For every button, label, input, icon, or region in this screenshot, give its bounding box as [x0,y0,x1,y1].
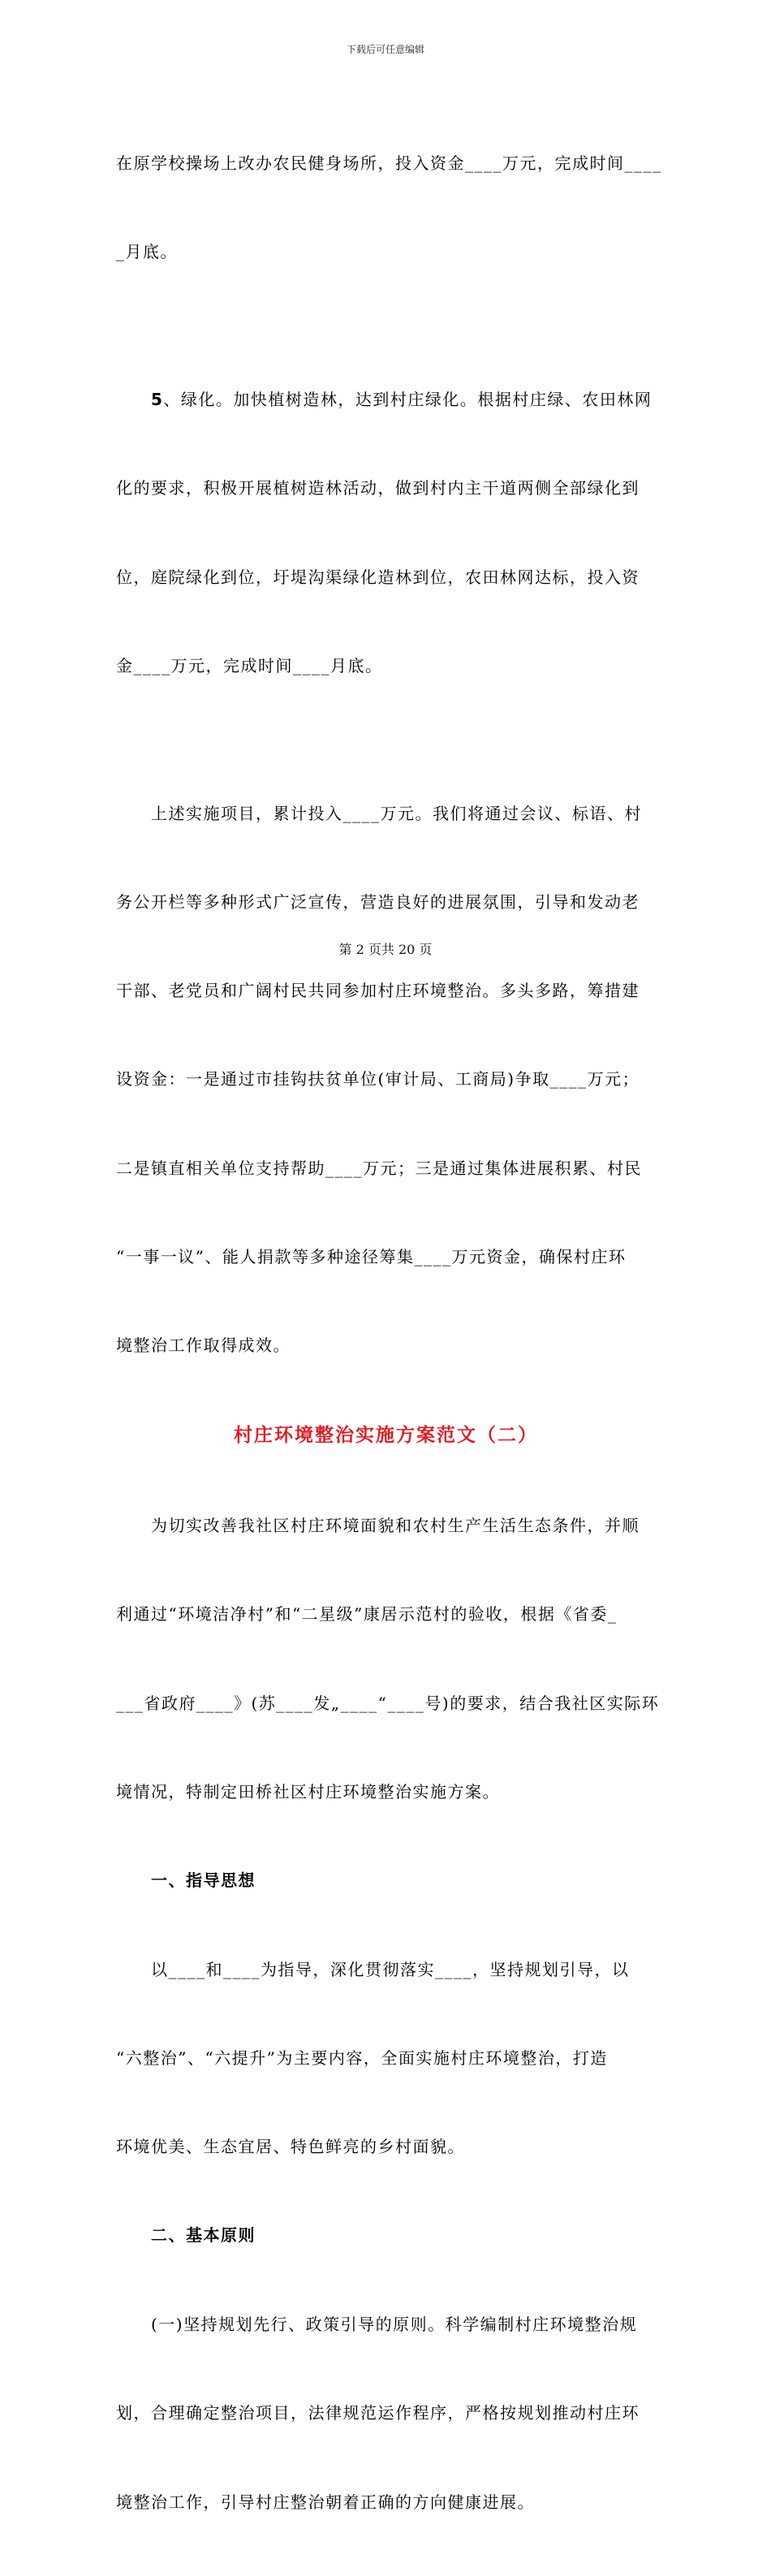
text-line: (一)坚持规划先行、政策引导的原则。科学编制村庄环境整治规 [151,2315,638,2335]
text-line: “六整治”、“六提升”为主要内容，全面实施村庄环境整治，打造 [116,2048,608,2068]
text-line: “一事一议”、能人捐款等多种途径筹集____万元资金，确保村庄环 [116,1246,627,1266]
text-fragment: 、绿化。加快植树造林，达到村庄绿化。根据村庄绿、农田林网 [163,390,653,410]
text-line: 干部、老党员和广阔村民共同参加村庄环境整治。多头多路，筹措建 [116,981,640,1001]
text-line: 境整治工作取得成效。 [116,1335,291,1356]
text-line: 以____和____为指导，深化贯彻落实____，坚持规划引导，以 [151,1959,630,1979]
text-line: ___省政府____》(苏____发„____“____号)的要求，结合我社区实际环 [116,1693,660,1713]
heading-basic-principles: 二、基本原则 [151,2225,256,2246]
text-line: 境情况，特制定田桥社区村庄环境整治实施方案。 [116,1781,500,1801]
text-line: 在原学校操场上改办农民健身场所，投入资金____万元，完成时间____ [116,153,662,173]
text-line: 环境优美、生态宜居、特色鲜亮的乡村面貌。 [116,2137,465,2157]
page-header: 下载后可任意编辑 [346,44,424,55]
text-line: 二是镇直相关单位支持帮助____万元；三是通过集体进展积累、村民 [116,1158,642,1178]
text-line [116,385,656,414]
document-body [116,89,662,2576]
paragraph-guiding-ideology [116,1896,656,2220]
text-line: 境整治工作，引导村庄整治朝着正确的方向健康进展。 [116,2492,535,2512]
section-title: 村庄环境整治实施方案范文（二） [234,1425,538,1447]
text-line: 为切实改善我社区村庄环境面貌和农村生产生活生态条件，并顺 [151,1516,640,1536]
heading-guiding-ideology: 一、指导思想 [151,1870,256,1890]
paragraph-principle-one [116,2250,656,2575]
text-line: 金____万元，完成时间____月底。 [116,655,383,675]
text-line: 设资金：一是通过市挂钩扶贫单位(审计局、工商局)争取____万元； [116,1069,640,1090]
text-line: 上述实施项目，累计投入____万元。我们将通过会议、标语、村 [151,803,642,823]
text-line: 划，合理确定整治项目，法律规范运作程序，严格按规划推动村庄环 [116,2403,640,2423]
paragraph-intro [116,1452,660,1866]
text-line: _月底。 [116,242,178,262]
paragraph-fitness-site [116,89,662,326]
paragraph-funding [116,740,656,1419]
text-line: 化的要求，积极开展植树造林活动，做到村内主干道两侧全部绿化到 [116,478,640,498]
paragraph-greening [116,326,656,740]
text-line: 务公开栏等多种形式广泛宣传，营造良好的进展氛围，引导和发动老 [116,891,640,912]
page-footer: 第 2 页共 20 页 [338,942,433,957]
text-line: 利通过“环境洁净村”和“二星级”康居示范村的验收，根据《省委_ [116,1604,618,1625]
text-line: 位，庭院绿化到位，圩堤沟渠绿化造林到位，农田林网达标，投入资 [116,567,640,587]
item-number: 5 [151,390,164,410]
